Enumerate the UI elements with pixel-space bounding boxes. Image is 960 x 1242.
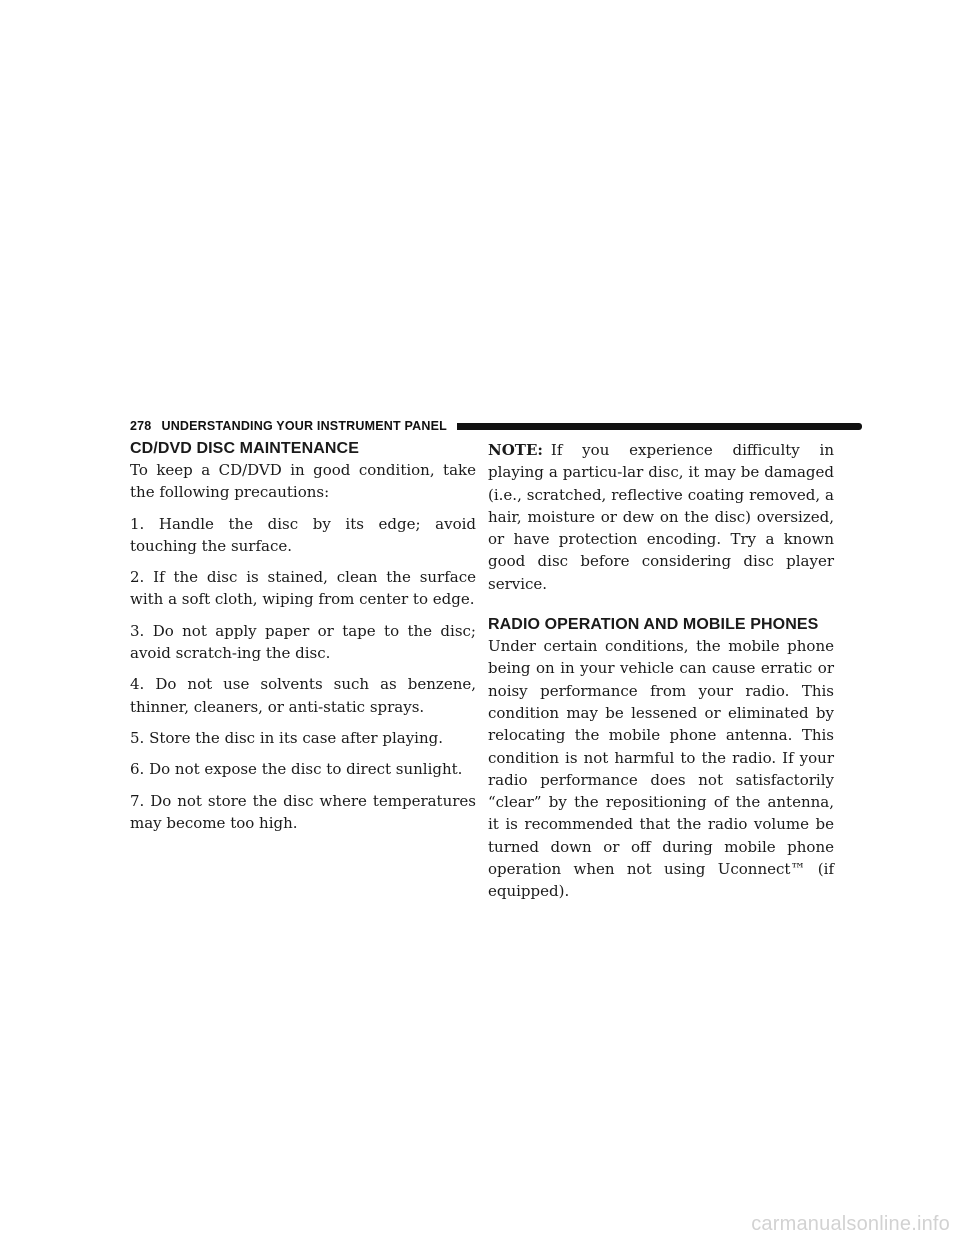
left-column [130,439,476,843]
page-number: 278 [130,419,152,433]
page-header [130,417,862,435]
right-column [488,439,834,912]
radio-mobile-paragraph: Under certain conditions, the mobile phone being on in your vehicle can cause erratic or noisy performance from your radio. This condition may be lessened or eliminated by relocating the mobile phone antenna. This condition is not harmful to the radio. If your radio performance does not satisfactorily “clear” by the repositioning of the antenna, it is recommended that the radio volume be turned down or off during mobile phone operation when not using Uconnect™ (if equipped). [488,637,834,901]
list-item: 3. Do not apply paper or tape to the disc; avoid scratch-ing the disc. [130,621,476,663]
header-rule [457,423,862,430]
note-text: If you experience difficulty in playing a particu-lar disc, it may be damaged (i.e., scratched, reflective coating removed, a hair, moisture or dew on the disc) oversized, or have protection encoding. Try a known good disc before considering disc player service. [488,441,834,593]
list-item: 2. If the disc is stained, clean the surface with a soft cloth, wiping from center to edge. [130,568,476,609]
radio-mobile-heading: RADIO OPERATION AND MOBILE PHONES [488,616,819,634]
list-item: 6. Do not expose the disc to direct sunlight. [130,760,463,779]
note-label: NOTE: [488,441,543,459]
list-item: 5. Store the disc in its case after playing. [130,728,444,747]
intro-paragraph: To keep a CD/DVD in good condition, take the following precautions: [130,461,476,502]
section-title: UNDERSTANDING YOUR INSTRUMENT PANEL [161,419,447,433]
watermark: carmanualsonline.info [751,1213,950,1235]
list-item: 4. Do not use solvents such as benzene, thinner, cleaners, or anti-static sprays. [130,675,476,716]
note-paragraph [488,439,834,595]
list-item: 7. Do not store the disc where temperatures may become too high. [130,791,476,832]
list-item: 1. Handle the disc by its edge; avoid touching the surface. [130,514,476,555]
disc-maintenance-heading: CD/DVD DISC MAINTENANCE [130,440,359,457]
